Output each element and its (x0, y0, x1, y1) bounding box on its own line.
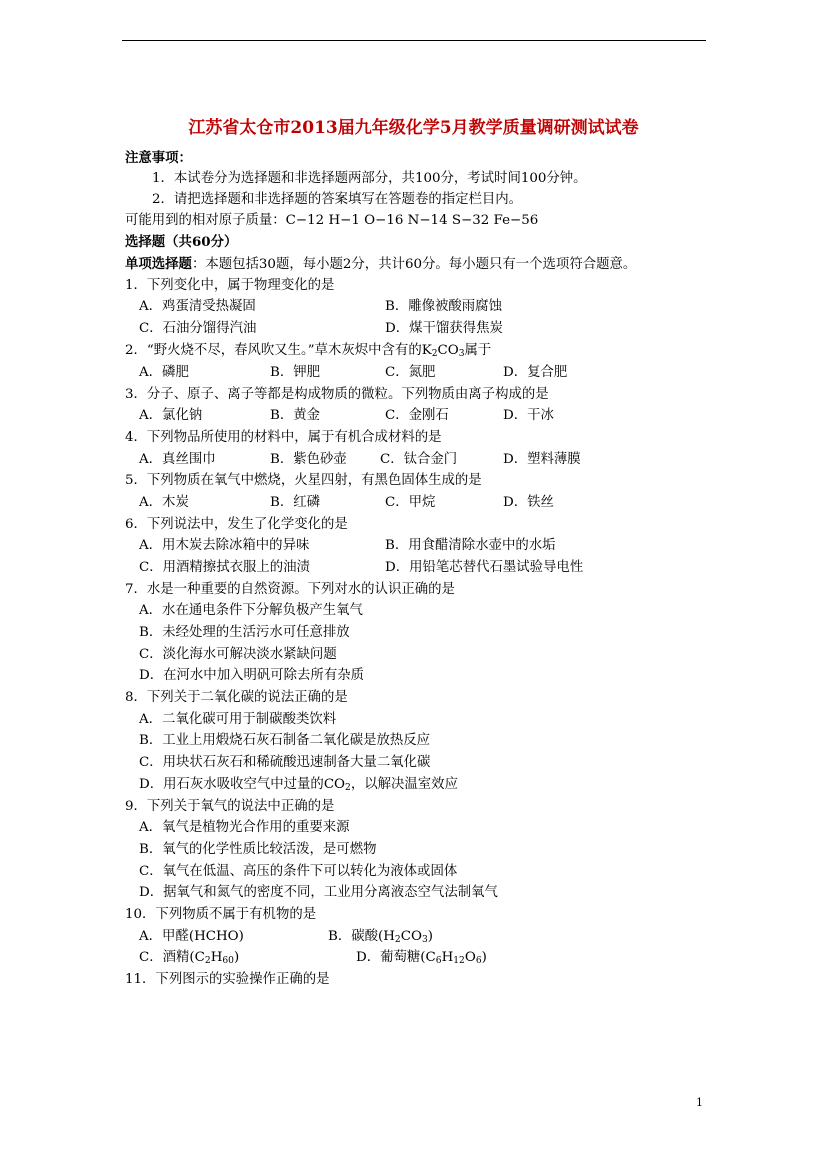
option: D．干冰 (503, 408, 554, 423)
option: B．钾肥 (270, 365, 321, 380)
page-number: 1 (696, 1096, 703, 1109)
option: D．塑料薄膜 (503, 452, 581, 467)
notice-item: 1．本试卷分为选择题和非选择题两部分，共100分，考试时间100分钟。 (152, 171, 587, 186)
subscript: 12 (453, 955, 465, 966)
question-stem: 8．下列关于二氧化碳的说法正确的是 (125, 690, 348, 705)
option: C．用酒精擦拭衣服上的油渍 (139, 560, 310, 575)
instruction-label: 单项选择题 (125, 256, 192, 272)
option-text: H (210, 950, 223, 965)
option: B．雕像被酸雨腐蚀 (385, 299, 502, 314)
option: A．用木炭去除冰箱中的异味 (139, 538, 310, 553)
option: C．氧气在低温、高压的条件下可以转化为液体或固体 (139, 864, 458, 879)
option: C．氮肥 (385, 365, 436, 380)
stem-text: 属于 (464, 343, 492, 358)
option: C．淡化海水可解决淡水紧缺问题 (139, 647, 337, 662)
option: C．甲烷 (385, 495, 436, 510)
option-text: D．用石灰水吸收空气中过量的CO (139, 777, 346, 792)
option (328, 927, 433, 947)
subscript: 60 (222, 955, 234, 966)
option: A．二氧化碳可用于制碳酸类饮料 (139, 712, 337, 727)
option-text: O (464, 950, 476, 965)
subscript: 2 (345, 782, 351, 793)
option-text: D．葡萄糖(C (356, 950, 436, 965)
option: A．鸡蛋清受热凝固 (139, 299, 256, 314)
option (139, 948, 239, 968)
option-text: ) (427, 929, 433, 944)
option-text: H (441, 950, 454, 965)
question-stem: 5．下列物质在氧气中燃烧，火星四射，有黑色固体生成的是 (125, 473, 482, 488)
question-stem: 6．下列说法中，发生了化学变化的是 (125, 517, 348, 532)
option: A．磷肥 (139, 365, 189, 380)
question-stem: 4．下列物品所使用的材料中，属于有机合成材料的是 (125, 430, 442, 445)
option: B．未经处理的生活污水可任意排放 (139, 625, 350, 640)
option: C．钛合金门 (380, 452, 458, 467)
section-instruction (125, 254, 636, 275)
question-stem: 3．分子、原子、离子等都是构成物质的微粒。下列物质由离子构成的是 (125, 387, 549, 402)
option: B．黄金 (270, 408, 321, 423)
option: C．金刚石 (385, 408, 449, 423)
question-stem (125, 341, 491, 361)
page-title: 江苏省太仓市2013届九年级化学5月教学质量调研测试试卷 (188, 118, 639, 138)
option: A．氧气是植物光合作用的重要来源 (139, 820, 350, 835)
subscript: 2 (204, 955, 211, 966)
header-rule (122, 40, 706, 41)
option: D．据氧气和氮气的密度不同，工业用分离液态空气法制氧气 (139, 885, 498, 900)
option: B．氧气的化学性质比较活泼，是可燃物 (139, 842, 377, 857)
question-stem: 7．水是一种重要的自然资源。下列对水的认识正确的是 (125, 582, 455, 597)
stem-text: CO (437, 343, 459, 358)
question-stem: 1．下列变化中，属于物理变化的是 (125, 278, 335, 293)
section-heading: 选择题（共60分） (125, 234, 238, 250)
option: D．用铅笔芯替代石墨试验导电性 (385, 560, 584, 575)
notice-item: 2．请把选择题和非选择题的答案填写在答题卷的指定栏目内。 (152, 192, 523, 207)
option-text: ，以解决温室效应 (350, 777, 458, 792)
stem-text: 2．“野火烧不尽，春风吹又生。”草木灰烬中含有的K (125, 343, 432, 358)
option: D．在河水中加入明矾可除去所有杂质 (139, 668, 364, 683)
atomic-mass-line: 可能用到的相对原子质量：C−12 H−1 O−16 N−14 S−32 Fe−56 (125, 213, 539, 228)
option: A．水在通电条件下分解负极产生氧气 (139, 603, 363, 618)
question-stem: 9．下列关于氧气的说法中正确的是 (125, 799, 335, 814)
subscript: 6 (475, 955, 482, 966)
option (139, 775, 458, 795)
option-text: CO (400, 929, 422, 944)
option-text: C．酒精(C (139, 950, 205, 965)
option: B．用食醋清除水壶中的水垢 (385, 538, 556, 553)
subscript: 2 (394, 934, 401, 945)
instruction-text: ：本题包括30题，每小题2分，共计60分。每小题只有一个选项符合题意。 (191, 257, 637, 272)
question-stem: 11．下列图示的实验操作正确的是 (125, 972, 330, 987)
option: A．真丝围巾 (139, 452, 216, 467)
option: C．用块状石灰石和稀硫酸迅速制备大量二氧化碳 (139, 755, 431, 770)
option: C．石油分馏得汽油 (139, 321, 257, 336)
subscript: 3 (421, 934, 428, 945)
notice-heading: 注意事项： (125, 150, 192, 166)
option: D．铁丝 (503, 495, 554, 510)
option: A．氯化钠 (139, 408, 203, 423)
option: D．煤干馏获得焦炭 (385, 321, 503, 336)
option: B．紫色砂壶 (270, 452, 347, 467)
question-stem: 10．下列物质不属于有机物的是 (125, 907, 317, 922)
option-text: B．碳酸(H (328, 929, 395, 944)
subscript: 2 (431, 348, 438, 359)
subscript: 3 (458, 348, 465, 359)
option: A．甲醛(HCHO) (139, 929, 244, 944)
option (356, 948, 487, 968)
option: D．复合肥 (503, 365, 568, 380)
option: B．工业上用煅烧石灰石制备二氧化碳是放热反应 (139, 733, 431, 748)
option-text: ) (233, 950, 240, 965)
option-text: ) (481, 950, 487, 965)
option: B．红磷 (270, 495, 321, 510)
option: A．木炭 (139, 495, 189, 510)
subscript: 6 (435, 955, 442, 966)
